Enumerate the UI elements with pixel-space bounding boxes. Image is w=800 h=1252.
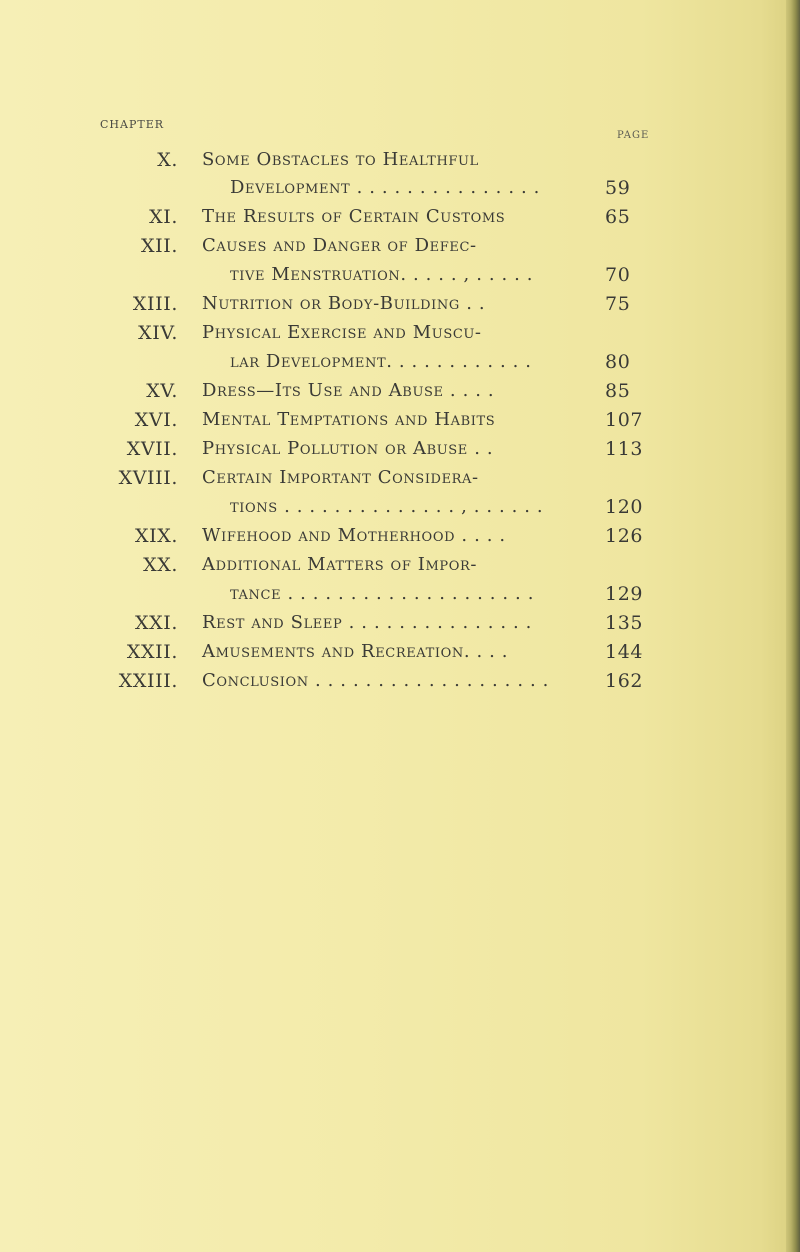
page-number: 144: [605, 641, 644, 663]
chapter-number: XXII.: [126, 641, 178, 663]
page-number: 126: [605, 525, 644, 547]
page-number: 75: [605, 293, 631, 315]
chapter-number: XX.: [143, 554, 178, 576]
chapter-title: Physical Pollution or Abuse . .: [202, 438, 494, 459]
chapter-title: The Results of Certain Customs: [202, 206, 506, 227]
page-number: 59: [605, 177, 631, 199]
page-number: 129: [605, 583, 644, 605]
chapter-title: Dress—Its Use and Abuse . . . .: [202, 380, 495, 401]
chapter-number: XIX.: [135, 525, 178, 547]
chapter-title-continuation: Development . . . . . . . . . . . . . . .: [230, 177, 540, 198]
chapter-column-header: CHAPTER: [100, 118, 165, 131]
chapter-title: Some Obstacles to Healthful: [202, 149, 479, 170]
chapter-title: Conclusion . . . . . . . . . . . . . . . . . . .: [202, 670, 549, 691]
chapter-number: XI.: [149, 206, 178, 228]
chapter-title: Additional Matters of Impor-: [202, 554, 478, 575]
chapter-title: Nutrition or Body-Building . .: [202, 293, 486, 314]
chapter-number: XVI.: [134, 409, 178, 431]
page-number: 113: [605, 438, 644, 460]
chapter-number: XII.: [141, 235, 178, 257]
chapter-title: Certain Important Considera-: [202, 467, 479, 488]
chapter-number: XV.: [146, 380, 178, 402]
chapter-title: Physical Exercise and Muscu-: [202, 322, 482, 343]
chapter-title-continuation: lar Development. . . . . . . . . . . .: [230, 351, 532, 372]
page-number: 135: [605, 612, 644, 634]
chapter-number: XIV.: [138, 322, 178, 344]
chapter-title-continuation: tive Menstruation. . . . . , . . . . .: [230, 264, 534, 285]
chapter-number: XIII.: [132, 293, 178, 315]
page-number: 80: [605, 351, 631, 373]
chapter-title-continuation: tions . . . . . . . . . . . . . . , . . . . . .: [230, 496, 544, 517]
chapter-title: Mental Temptations and Habits: [202, 409, 496, 430]
chapter-title-continuation: tance . . . . . . . . . . . . . . . . . . . .: [230, 583, 535, 604]
chapter-number: XVIII.: [118, 467, 178, 489]
chapter-number: X.: [157, 149, 178, 171]
page-column-header: PAGE: [617, 130, 650, 141]
chapter-number: XVII.: [126, 438, 178, 460]
page-number: 107: [605, 409, 644, 431]
page-number: 120: [605, 496, 644, 518]
book-page-edge: [786, 0, 800, 1252]
chapter-number: XXIII.: [118, 670, 178, 692]
chapter-title: Amusements and Recreation. . . .: [202, 641, 509, 662]
page-number: 85: [605, 380, 631, 402]
chapter-title: Causes and Danger of Defec-: [202, 235, 477, 256]
page-number: 70: [605, 264, 631, 286]
page-number: 65: [605, 206, 631, 228]
chapter-title: Rest and Sleep . . . . . . . . . . . . . . .: [202, 612, 532, 633]
chapter-title: Wifehood and Motherhood . . . .: [202, 525, 506, 546]
chapter-number: XXI.: [135, 612, 178, 634]
page-number: 162: [605, 670, 644, 692]
